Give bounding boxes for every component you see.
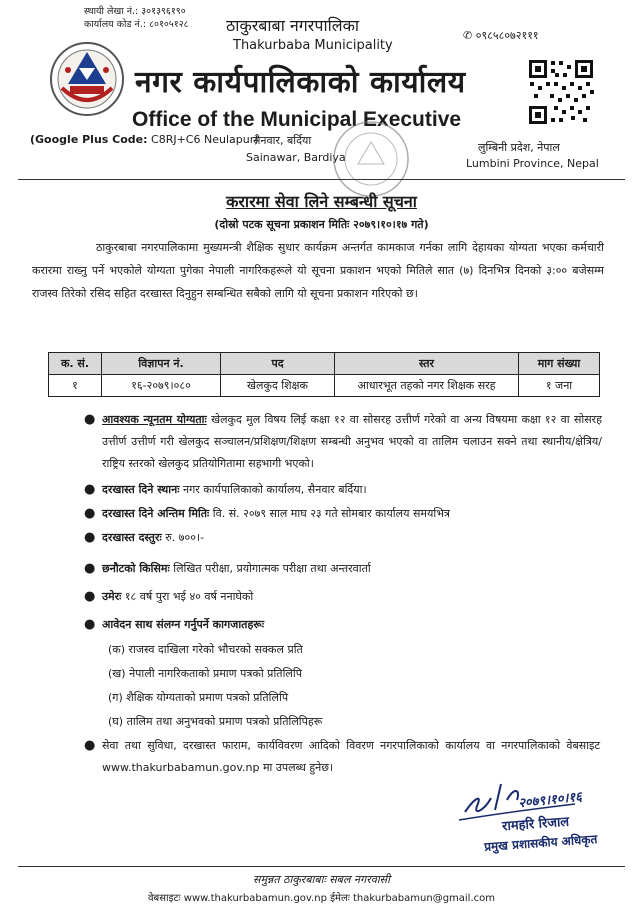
- phone-number: [463, 28, 539, 43]
- office-code: कार्यालय कोड नं.: ८०१०५१२८: [84, 19, 189, 30]
- website-link[interactable]: www.thakurbabamun.gov.np: [102, 761, 260, 774]
- place-label: दरखास्त दिने स्थानः: [102, 483, 180, 496]
- age-label: उमेरः: [102, 590, 122, 603]
- bullet-icon: ●: [84, 412, 96, 427]
- header-divider: [18, 179, 625, 180]
- permanent-account-number: स्थायी लेखा नं.: ३०१३९६१९०: [84, 6, 186, 17]
- bullet-icon: ●: [84, 589, 96, 604]
- email-label: ईमेलः: [330, 893, 350, 904]
- office-name-en: Office of the Municipal Executive: [132, 108, 462, 131]
- cell-position: खेलकुद शिक्षक: [221, 375, 335, 397]
- signatory-designation: प्रमुख प्रशासकीय अधिकृत: [483, 832, 598, 854]
- bullet-icon: ●: [84, 561, 96, 576]
- footer-website-link[interactable]: www.thakurbabamun.gov.np: [183, 893, 327, 904]
- phone-value: ०९८५८०७२१११: [475, 29, 539, 42]
- cell-ad-number: १६-२०७९।०८०: [102, 375, 221, 397]
- notice-paragraph: ठाकुरबाबा नगरपालिकामा मुख्यमन्त्री शैक्षिक सुधार कार्यक्रम अन्तर्गत कामकाज गर्नका लागि देहायका योग्यता भएका कर्मचारी करारमा राख्नु पर्ने भएकोले योग्यता पुगेका नेपाली नागरिकहरूले यो सूचना प्रकाशन भएको मितिले सात (७) दिनभित्र दिनको ३:०० बजेसम्म राजस्व तिरेको रसिद सहित दरखास्त दिनुहुन सम्बन्धित सबैको लागि यो सूचना प्रकाशन गरिएको छ।: [32, 241, 604, 300]
- province-en: Lumbini Province, Nepal: [466, 157, 599, 170]
- selection-label: छनौटको किसिमः: [102, 562, 170, 575]
- province-np: लुम्बिनी प्रदेश, नेपाल: [478, 141, 560, 154]
- age-item: [84, 586, 602, 608]
- documents-item: [84, 614, 602, 636]
- cell-sn: १: [49, 375, 102, 397]
- phone-icon: ✆: [463, 29, 473, 42]
- table-row: [49, 375, 600, 397]
- place-item: [84, 479, 602, 501]
- bullet-icon: ●: [84, 617, 96, 632]
- fee-text: रु. ७००।-: [165, 531, 205, 544]
- location-np: सैनवार, बर्दिया: [253, 134, 312, 147]
- signatory-name: रामहरि रिजाल: [501, 814, 570, 835]
- municipality-name-en: Thakurbaba Municipality: [233, 38, 393, 53]
- google-plus-code: [30, 133, 259, 146]
- footer-divider: [18, 866, 625, 867]
- col-position: पद: [221, 353, 335, 375]
- col-demand: माग संख्या: [519, 353, 600, 375]
- place-text: नगर कार्यपालिकाको कार्यालय, सैनवार बर्दिया।: [182, 483, 367, 496]
- fee-label: दरखास्त दस्तुरः: [102, 531, 162, 544]
- office-stamp-icon: [330, 118, 412, 200]
- footer-email-link[interactable]: thakurbabamun@gmail.com: [353, 893, 495, 904]
- deadline-item: [84, 503, 602, 525]
- info-text-end: मा उपलब्ध हुनेछ।: [262, 761, 334, 774]
- col-ad-number: विज्ञापन नं.: [102, 353, 221, 375]
- plus-code-value: C8RJ+C6 Neulapur): [151, 133, 259, 146]
- selection-item: [84, 558, 602, 580]
- notice-subtitle: (दोस्रो पटक सूचना प्रकाशन मितिः २०७९।१०।१७ गते): [214, 218, 429, 231]
- selection-text: लिखित परीक्षा, प्रयोगात्मक परीक्षा तथा अन्तरवार्ता: [173, 562, 371, 575]
- document-list-item: (घ) तालिम तथा अनुभवको प्रमाण पत्रको प्रतिलिपिहरू: [108, 715, 323, 728]
- municipality-name-np: ठाकुरबाबा नगरपालिका: [226, 16, 360, 35]
- bullet-icon: ●: [84, 738, 96, 753]
- qr-code-icon[interactable]: [527, 58, 595, 126]
- col-level: स्तर: [335, 353, 519, 375]
- qualification-item: [84, 409, 603, 475]
- website-label: वेबसाइटः: [148, 893, 181, 904]
- documents-label: आवेदन साथ संलग्न गर्नुपर्ने कागजातहरूः: [102, 618, 265, 631]
- document-list-item: (ग) शैक्षिक योग्यताको प्रमाण पत्रको प्रतिलिपि: [108, 691, 289, 704]
- age-text: १८ वर्ष पुरा भई ४० वर्ष ननाघेको: [124, 590, 254, 603]
- table-header-row: [49, 353, 600, 375]
- info-text: सेवा तथा सुविधा, दरखास्त फाराम, कार्यविवरण आदिको विवरण नगरपालिकाको कार्यालय वा नगरपालिकाको वेबसाइट: [102, 739, 600, 752]
- nepal-emblem-icon: [48, 40, 126, 118]
- cell-level: आधारभूत तहको नगर शिक्षक सरह: [335, 375, 519, 397]
- footer-contact: [0, 890, 643, 904]
- footer-slogan: समुन्नत ठाकुरबाबाः सबल नगरवासी: [253, 873, 390, 886]
- col-sn: क. सं.: [49, 353, 102, 375]
- signature-date: २०७९।१०।१६: [517, 789, 583, 812]
- location-en: Sainawar, Bardiya: [246, 151, 346, 164]
- office-name-np: नगर कार्यपालिकाको कार्यालय: [135, 65, 466, 100]
- fee-item: [84, 527, 602, 549]
- vacancy-table: [48, 352, 600, 397]
- cell-demand: १ जना: [519, 375, 600, 397]
- document-list-item: (क) राजस्व दाखिला गरेको भौचरको सक्कल प्रति: [108, 643, 303, 656]
- bullet-icon: ●: [84, 482, 96, 497]
- plus-code-label: (Google Plus Code:: [30, 133, 148, 146]
- bullet-icon: ●: [84, 506, 96, 521]
- document-list-item: (ख) नेपाली नागरिकताको प्रमाण पत्रको प्रतिलिपि: [108, 667, 302, 680]
- deadline-label: दरखास्त दिने अन्तिम मितिः: [102, 507, 210, 520]
- bullet-icon: ●: [84, 530, 96, 545]
- notice-title: करारमा सेवा लिने सम्बन्धी सूचना: [226, 192, 417, 211]
- qualification-text: खेलकुद मुल विषय लिई कक्षा १२ वा सोसरह उत्तीर्ण गरेको वा अन्य विषयमा कक्षा १२ वा सोसरह उत्तीर्ण उत्तीर्ण गरी खेलकुद सञ्चालन/प्रशिक्षण/शिक्षण सम्बन्धी अनुभव भएको वा तालिम चलाउन सक्ने तथा स्थानीय/क्षेत्रिय/राष्ट्रिय स्तरको खेलकुद प्रतियोगितामा सहभागी भएको।: [102, 413, 603, 470]
- deadline-text: वि. सं. २०७९ साल माघ २३ गते सोमबार कार्यालय समयभित्र: [212, 507, 451, 520]
- qualification-label: आवश्यक न्यूनतम योग्यताः: [102, 413, 207, 426]
